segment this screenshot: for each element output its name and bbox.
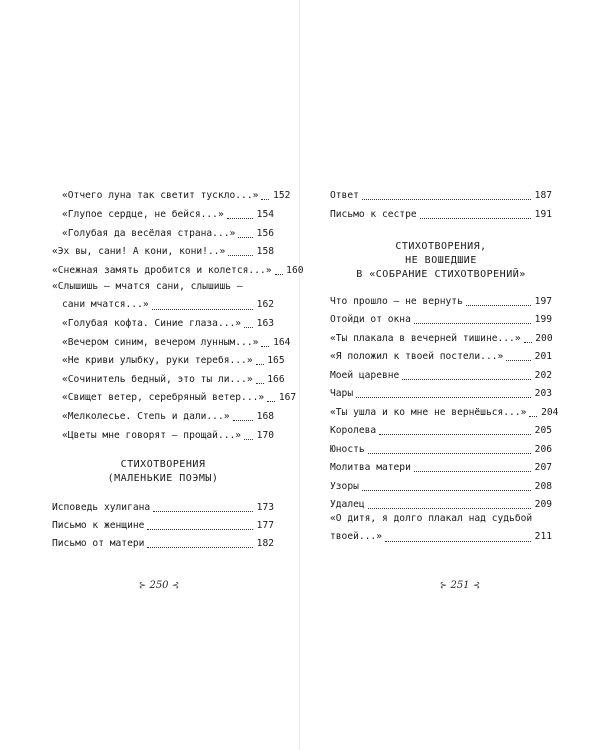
toc-entry: [52, 536, 274, 552]
toc-entry-title: Ответ: [330, 190, 359, 201]
dot-leader: [356, 397, 531, 398]
toc-entry-page: 162: [256, 299, 274, 310]
toc-entry-page: 154: [256, 209, 274, 220]
toc-entry-page: 152: [273, 190, 291, 201]
dot-leader: [261, 199, 269, 200]
dot-leader: [238, 237, 253, 238]
page-number-footer: [420, 580, 500, 591]
toc-entry-page: 211: [534, 531, 552, 542]
section-heading-line: В «СОБРАНИЕ СТИХОТВОРЕНИЙ»: [356, 269, 526, 280]
toc-entry-title: Удалец: [330, 499, 365, 510]
toc-entry: [52, 335, 291, 351]
toc-entry: [330, 188, 552, 204]
toc-entry: [330, 349, 552, 365]
section-heading: [330, 240, 552, 282]
dot-leader: [256, 364, 264, 365]
toc-entry-page: 200: [535, 333, 553, 344]
dot-leader: [153, 511, 253, 512]
toc-entry: [330, 368, 552, 384]
toc-entry-title: «Слышишь — мчатся сани, слышишь —: [52, 281, 243, 292]
toc-entry-page: 158: [256, 246, 274, 257]
toc-entry-page: 167: [278, 392, 297, 403]
toc-entry: [52, 207, 274, 223]
dot-leader: [228, 255, 253, 256]
toc-entry-page: 202: [534, 370, 552, 381]
toc-entry: [330, 207, 552, 223]
toc-entry: [52, 316, 274, 332]
dot-leader: [420, 218, 531, 219]
dot-leader: [385, 541, 531, 542]
toc-entry-title: Письмо от матери: [52, 538, 145, 549]
ornament-icon: ⊱: [439, 581, 448, 591]
toc-entry-title: Что прошло — не вернуть: [330, 296, 463, 307]
page-number: 251: [450, 580, 470, 591]
toc-entry-title: «Цветы мне говорят — прощай...»: [62, 430, 242, 441]
toc-entry-title: Юность: [330, 444, 365, 455]
section-heading-line: (МАЛЕНЬКИЕ ПОЭМЫ): [107, 473, 219, 484]
toc-entry: [330, 460, 552, 476]
dot-leader: [233, 420, 253, 421]
dot-leader: [529, 416, 537, 417]
toc-entry-title: «Не криви улыбку, руки теребя...»: [62, 355, 253, 366]
toc-entry: [330, 442, 552, 458]
toc-entry: [52, 428, 274, 444]
right-page: [300, 0, 600, 750]
toc-entry-title: «Мелколесье. Степь и дали...»: [62, 411, 230, 422]
toc-entry-page: 204: [541, 407, 559, 418]
toc-entry: [330, 331, 552, 347]
dot-leader: [261, 346, 269, 347]
toc-entry-title: Королева: [330, 425, 377, 436]
toc-entry: [52, 263, 304, 279]
dot-leader: [152, 309, 253, 310]
toc-entry: [52, 278, 274, 314]
section-heading-line: СТИХОТВОРЕНИЯ,: [395, 241, 487, 252]
dot-leader: [466, 305, 531, 306]
section-heading-line: СТИХОТВОРЕНИЯ: [120, 459, 206, 470]
section-heading: [52, 458, 274, 486]
toc-entry-title: «Я положил к твоей постели...»: [330, 351, 504, 362]
toc-entry: [330, 312, 552, 328]
toc-entry: [52, 244, 274, 260]
toc-entry-title: Чары: [330, 388, 354, 399]
toc-entry-page: 209: [534, 499, 552, 510]
toc-entry: [52, 188, 291, 204]
toc-entry-page: 163: [256, 318, 274, 329]
dot-leader: [414, 471, 531, 472]
toc-entry: [330, 294, 552, 310]
toc-entry-title: Письмо к сестре: [330, 209, 417, 220]
toc-entry-title: «Свищет ветер, серебряный ветер...»: [62, 392, 265, 403]
toc-entry-title: «Глупое сердце, не бейся...»: [62, 209, 224, 220]
toc-entry-title: «Снежная замять дробится и колется...»: [52, 265, 272, 276]
toc-entry: [52, 226, 274, 242]
toc-entry-page: 208: [534, 481, 552, 492]
toc-entry-page: 205: [534, 425, 552, 436]
toc-entry-title: «Ты плакала в вечерней тишине...»: [330, 333, 521, 344]
toc-entry-page: 156: [256, 228, 274, 239]
toc-entry-title: «Эх вы, сани! А кони, кони!..»: [52, 246, 226, 257]
dot-leader: [524, 342, 532, 343]
toc-entry: [330, 405, 559, 421]
toc-entry-page: 197: [534, 296, 552, 307]
ornament-icon: ⊰: [472, 581, 481, 591]
toc-entry-page: 207: [534, 462, 552, 473]
toc-entry: [52, 353, 285, 369]
dot-leader: [402, 379, 531, 380]
dot-leader: [267, 401, 275, 402]
ornament-icon: ⊰: [171, 581, 180, 591]
toc-entry-page: 187: [534, 190, 552, 201]
dot-leader: [368, 508, 531, 509]
dot-leader: [244, 327, 253, 328]
toc-entry: [330, 479, 552, 495]
toc-entry: [52, 409, 274, 425]
toc-entry-title: Молитва матери: [330, 462, 411, 473]
dot-leader: [414, 323, 531, 324]
toc-entry: [52, 372, 285, 388]
toc-entry-title-continued: твоей...»: [330, 531, 382, 542]
dot-leader: [362, 199, 531, 200]
toc-entry-page: 191: [534, 209, 552, 220]
toc-entry: [52, 390, 297, 406]
toc-entry-title: Письмо к женщине: [52, 520, 145, 531]
section-heading-line: НЕ ВОШЕДШИЕ: [405, 255, 477, 266]
toc-entry: [52, 500, 274, 516]
dot-leader: [256, 383, 264, 384]
toc-entry-title: «Вечером синим, вечером лунным...»: [62, 337, 259, 348]
toc-entry-page: 173: [256, 502, 274, 513]
toc-entry-title-continued: сани мчатся...»: [62, 299, 149, 310]
toc-entry-page: 177: [256, 520, 274, 531]
dot-leader: [368, 453, 531, 454]
toc-entry-page: 182: [256, 538, 274, 549]
toc-entry-page: 164: [273, 337, 291, 348]
dot-leader: [379, 434, 531, 435]
toc-entry-title: Моей царевне: [330, 370, 400, 381]
toc-entry: [330, 510, 552, 546]
toc-entry-page: 201: [534, 351, 552, 362]
toc-entry-page: 165: [267, 355, 285, 366]
dot-leader: [362, 490, 531, 491]
page-number: 250: [149, 580, 169, 591]
toc-entry-page: 170: [256, 430, 274, 441]
toc-entry-title: «Сочинитель бедный, это ты ли...»: [62, 374, 253, 385]
toc-entry: [330, 386, 552, 402]
dot-leader: [227, 218, 253, 219]
toc-entry-page: 168: [256, 411, 274, 422]
toc-entry-page: 199: [534, 314, 552, 325]
toc-entry-title: «Голубая кофта. Синие глаза...»: [62, 318, 242, 329]
toc-entry-title: Узоры: [330, 481, 359, 492]
dot-leader: [147, 547, 253, 548]
toc-entry-title: Исповедь хулигана: [52, 502, 151, 513]
toc-entry-page: 203: [534, 388, 552, 399]
toc-entry-page: 166: [267, 374, 285, 385]
toc-entry: [52, 518, 274, 534]
toc-entry: [330, 423, 552, 439]
dot-leader: [275, 274, 283, 275]
toc-entry-page: 206: [534, 444, 552, 455]
page-number-footer: [119, 580, 199, 591]
dot-leader: [244, 439, 253, 440]
toc-entry-title: «Отчего луна так светит тускло...»: [62, 190, 259, 201]
dot-leader: [147, 529, 253, 530]
ornament-icon: ⊱: [138, 581, 147, 591]
dot-leader: [506, 360, 531, 361]
toc-entry-page: 160: [286, 265, 304, 276]
toc-entry-title: «О дитя, я долго плакал над судьбой: [330, 513, 533, 524]
toc-entry-title: «Голубая да весёлая страна...»: [62, 228, 236, 239]
toc-entry-title: «Ты ушла и ко мне не вернёшься...»: [330, 407, 527, 418]
toc-entry-title: Отойди от окна: [330, 314, 411, 325]
